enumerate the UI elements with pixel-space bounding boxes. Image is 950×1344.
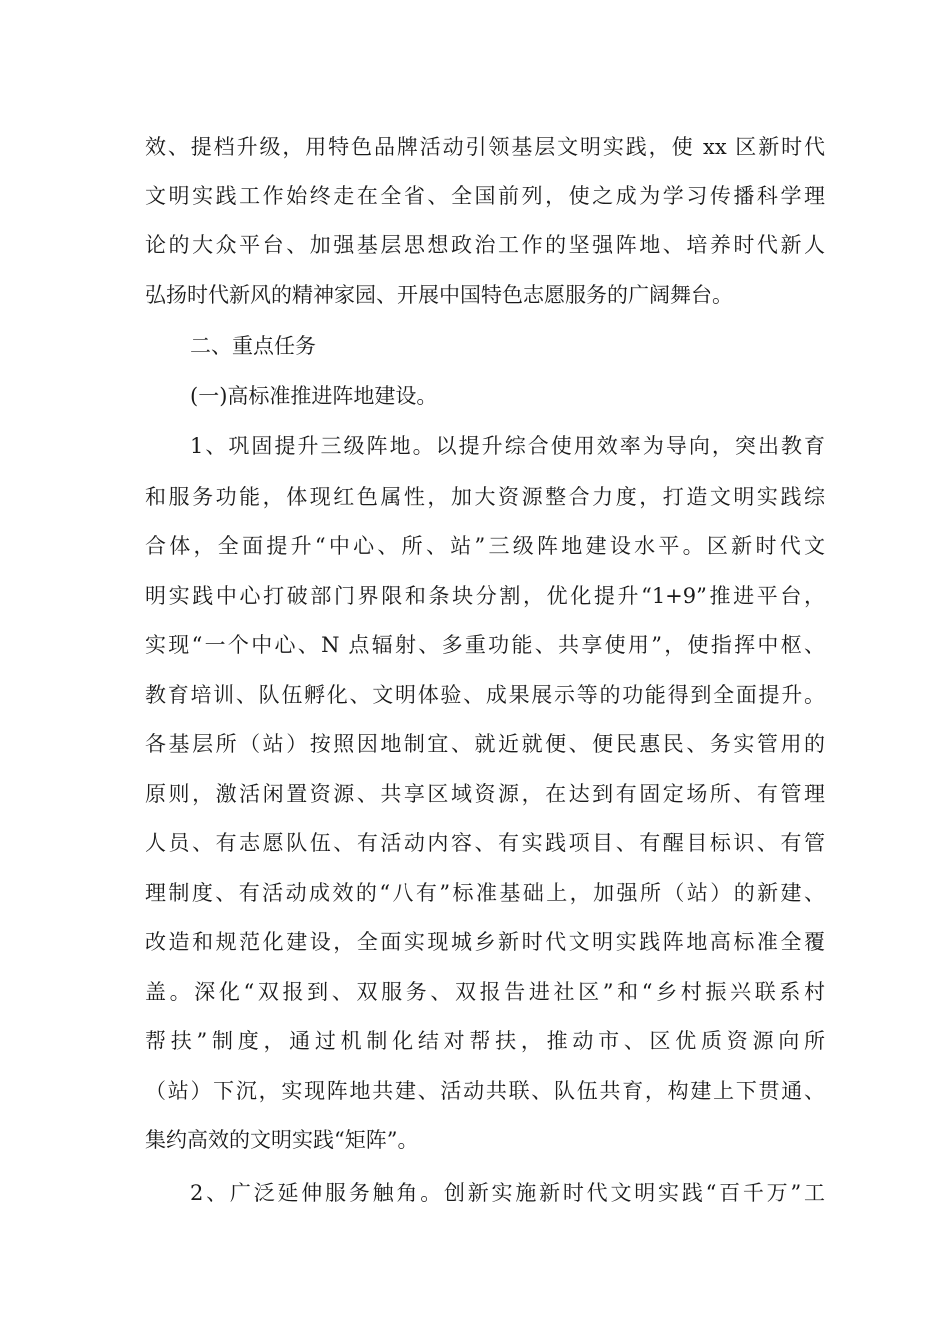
section-heading: 二、重点任务: [190, 334, 316, 358]
paragraph-line-19: 帮扶”制度，通过机制化结对帮扶，推动市、区优质资源向所: [145, 1029, 825, 1053]
paragraph-line-20: （站）下沉，实现阵地共建、活动共联、队伍共育，构建上下贯通、: [145, 1079, 825, 1103]
paragraph-line-10: 明实践中心打破部门界限和条块分割，优化提升“1+9”推进平台，: [145, 584, 825, 608]
paragraph-line-18: 盖。深化“双报到、双服务、双报告进社区”和“乡村振兴联系村: [145, 980, 825, 1004]
paragraph-line-9: 合体，全面提升“中心、所、站”三级阵地建设水平。区新时代文: [145, 534, 825, 558]
paragraph-line-22: 2、广泛延伸服务触角。创新实施新时代文明实践“百千万”工: [190, 1181, 825, 1205]
paragraph-line-1: 效、提档升级，用特色品牌活动引领基层文明实践，使 xx 区新时代: [145, 135, 825, 159]
paragraph-line-15: 人员、有志愿队伍、有活动内容、有实践项目、有醒目标识、有管: [145, 831, 825, 855]
paragraph-line-17: 改造和规范化建设，全面实现城乡新时代文明实践阵地高标准全覆: [145, 930, 825, 954]
paragraph-line-21: 集约高效的文明实践“矩阵”。: [145, 1128, 419, 1152]
paragraph-line-11: 实现“一个中心、N 点辐射、多重功能、共享使用”，使指挥中枢、: [145, 633, 825, 657]
paragraph-line-8: 和服务功能，体现红色属性，加大资源整合力度，打造文明实践综: [145, 485, 825, 509]
paragraph-line-4: 弘扬时代新风的精神家园、开展中国特色志愿服务的广阔舞台。: [145, 283, 733, 307]
paragraph-line-2: 文明实践工作始终走在全省、全国前列，使之成为学习传播科学理: [145, 184, 825, 208]
paragraph-line-16: 理制度、有活动成效的“八有”标准基础上，加强所（站）的新建、: [145, 881, 825, 905]
paragraph-line-7: 1、巩固提升三级阵地。以提升综合使用效率为导向，突出教育: [190, 434, 825, 458]
subsection-heading: (一)高标准推进阵地建设。: [190, 384, 438, 408]
paragraph-line-3: 论的大众平台、加强基层思想政治工作的坚强阵地、培养时代新人: [145, 233, 825, 257]
paragraph-line-13: 各基层所（站）按照因地制宜、就近就便、便民惠民、务实管用的: [145, 732, 825, 756]
paragraph-line-12: 教育培训、队伍孵化、文明体验、成果展示等的功能得到全面提升。: [145, 683, 825, 707]
paragraph-line-14: 原则，激活闲置资源、共享区域资源，在达到有固定场所、有管理: [145, 782, 825, 806]
